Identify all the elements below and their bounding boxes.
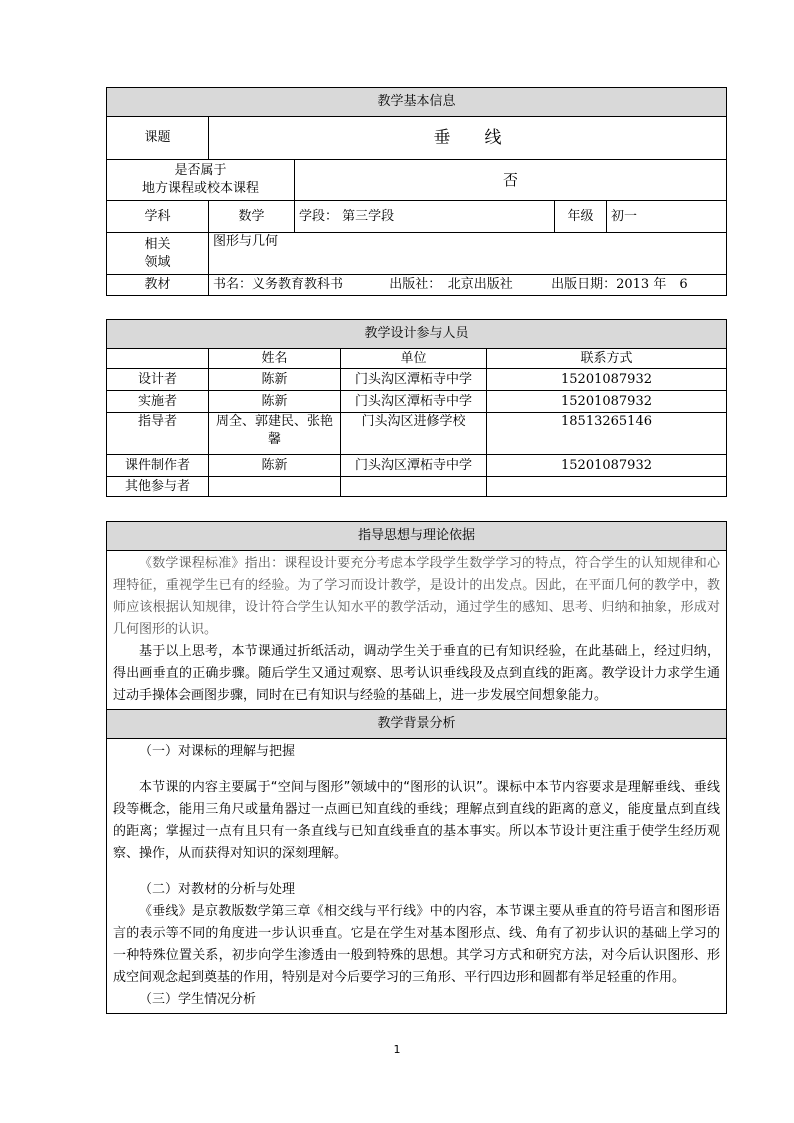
table-row — [107, 455, 727, 477]
staff-contact: 15201087932 — [487, 455, 727, 477]
pub-date-value: 2013 年 6 — [616, 277, 688, 292]
theory-paragraph-2: 基于以上思考，本节课通过折纸活动，调动学生关于垂直的已有知识经验，在此基础上，经过归纳，得出画垂直的正确步骤。随后学生又通过观察、思考认识垂线段及点到直线的距离。教学设计力求学生通过动手操体会画图步骤，同时在已有知识与经验的基础上，进一步发展空间想象能力。 — [113, 644, 720, 703]
section-2-text: 《垂线》是京教版数学第三章《相交线与平行线》中的内容，本节课主要从垂直的符号语言和图形语言的表示等不同的角度进一步认识垂直。它是在学生对基本图形点、线、角有了初步认识的基础上学习的一种特殊位置关系，初步向学生渗透由一般到特殊的思想。其学习方式和研究方法，对今后认识图形、形成空间观念起到奠基的作用，特别是对今后要学习的三角形、平行四边形和圆都有举足轻重的作用。 — [113, 904, 720, 985]
grade-value: 初一 — [607, 201, 727, 233]
staff-unit — [341, 477, 487, 497]
table-row — [107, 369, 727, 391]
staff-contact — [487, 477, 727, 497]
topic-label: 课题 — [107, 117, 209, 160]
background-body — [107, 739, 727, 1014]
local-course-label — [107, 160, 295, 201]
staff-name: 陈新 — [209, 391, 341, 413]
local-course-value: 否 — [295, 160, 727, 201]
staff-role: 实施者 — [107, 391, 209, 413]
topic-value: 垂 线 — [209, 117, 727, 160]
section-1-text: 本节课的内容主要属于“空间与图形”领域中的“图形的认识”。课标中本节内容要求是理解垂线、垂线段等概念，能用三角尺或量角器过一点画已知直线的垂线；理解点到直线的距离的意义，能度量点到直线的距离；掌握过一点有且只有一条直线与已知直线垂直的基本事实。所以本节设计更注重于使学生经历观察、操作，从而获得对知识的深刻理解。 — [113, 780, 720, 861]
pub-date-label: 出版日期： — [551, 277, 617, 292]
local-label-line1: 是否属于 — [174, 163, 227, 178]
textbook-info — [209, 275, 727, 296]
stage-label: 学段： — [299, 208, 339, 224]
theory-paragraph-1: 《数学课程标准》指出：课程设计要充分考虑本学段学生数学学习的特点，符合学生的认知规律和心理特征，重视学生已有的经验。为了学习而设计教学，是设计的出发点。因此，在平面几何的教学中，教师应该根据认知规律，设计符合学生认知水平的教学活动，通过学生的感知、思考、归纳和抽象，形成对几何图形的认识。 — [113, 556, 720, 637]
field-label-line2: 领域 — [144, 254, 171, 270]
staff-unit: 门头沟区潭柘寺中学 — [341, 369, 487, 391]
publisher: 出版社： 北京出版社 — [389, 277, 513, 292]
stage-cell — [295, 201, 555, 233]
staff-col-unit: 单位 — [341, 349, 487, 369]
staff-role: 其他参与者 — [107, 477, 209, 497]
staff-header: 教学设计参与人员 — [107, 320, 727, 349]
staff-role: 课件制作者 — [107, 455, 209, 477]
table-row — [107, 413, 727, 455]
stage-value: 第三学段 — [342, 208, 395, 224]
grade-label: 年级 — [555, 201, 607, 233]
table-row — [107, 391, 727, 413]
section-2-title: （二）对教材的分析与处理 — [139, 882, 296, 897]
staff-name: 陈新 — [209, 369, 341, 391]
field-label — [107, 233, 209, 275]
staff-role: 指导者 — [107, 413, 209, 455]
staff-unit: 门头沟区潭柘寺中学 — [341, 455, 487, 477]
book-name: 书名：义务教育教科书 — [213, 277, 344, 292]
section-3-title: （三）学生情况分析 — [139, 992, 257, 1007]
field-label-line1: 相关 — [144, 236, 171, 252]
staff-unit: 门头沟区潭柘寺中学 — [341, 391, 487, 413]
staff-col-contact: 联系方式 — [487, 349, 727, 369]
staff-name: 周全、郭建民、张艳馨 — [209, 413, 341, 455]
staff-table — [106, 319, 727, 497]
textbook-label: 教材 — [107, 275, 209, 296]
theory-body — [107, 551, 727, 710]
staff-contact: 15201087932 — [487, 391, 727, 413]
staff-col-role — [107, 349, 209, 369]
background-header: 教学背景分析 — [107, 710, 727, 739]
staff-col-name: 姓名 — [209, 349, 341, 369]
analysis-table — [106, 521, 727, 1014]
section-1-title: （一）对课标的理解与把握 — [139, 744, 296, 759]
theory-header: 指导思想与理论依据 — [107, 522, 727, 551]
basic-info-header: 教学基本信息 — [107, 88, 727, 117]
field-value: 图形与几何 — [209, 233, 727, 275]
basic-info-table — [106, 87, 727, 296]
subject-label: 学科 — [107, 201, 209, 233]
staff-contact: 18513265146 — [487, 413, 727, 455]
staff-name: 陈新 — [209, 455, 341, 477]
local-label-line2: 地方课程或校本课程 — [141, 181, 259, 196]
page-number: 1 — [393, 1043, 401, 1056]
subject-value: 数学 — [209, 201, 295, 233]
staff-contact: 15201087932 — [487, 369, 727, 391]
staff-name — [209, 477, 341, 497]
table-row — [107, 477, 727, 497]
staff-role: 设计者 — [107, 369, 209, 391]
staff-unit: 门头沟区进修学校 — [341, 413, 487, 455]
